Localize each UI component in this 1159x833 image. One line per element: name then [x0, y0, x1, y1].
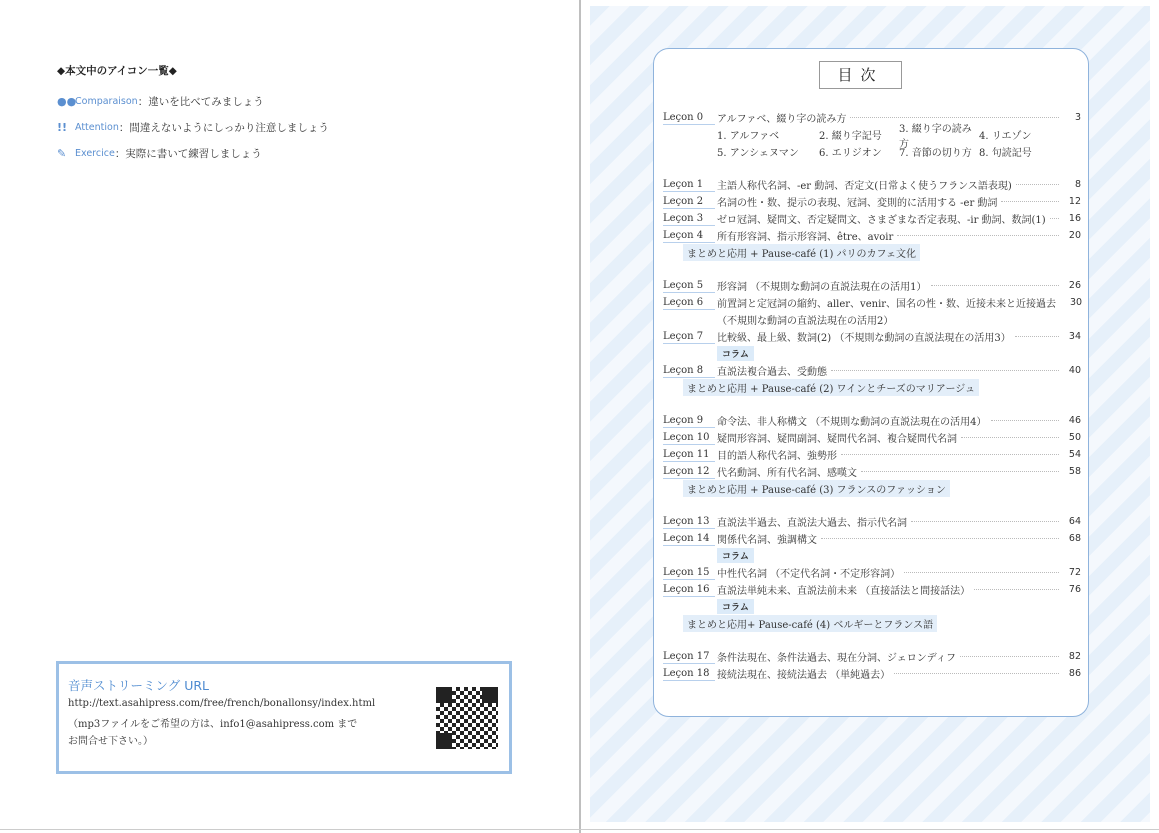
column-label: コラム [717, 346, 754, 361]
lesson-number: Leçon 8 [663, 364, 715, 378]
leader-dots [911, 521, 1059, 522]
audio-streaming-box [56, 661, 512, 774]
icon-legend-item [57, 114, 329, 140]
icon-label: Comparaison [75, 95, 138, 107]
lesson-title: 所有形容詞、指示形容詞、être、avoir [717, 228, 897, 243]
audio-note: お問合せ下さい。） [68, 736, 153, 747]
toc-entry[interactable] [663, 581, 1081, 598]
page-number: 46 [1068, 415, 1081, 426]
page-number: 34 [1068, 331, 1081, 342]
toc-entry[interactable] [663, 513, 1081, 530]
subtopic: 2. 綴り字記号 [819, 131, 882, 142]
toc-title: 目次 [819, 61, 902, 89]
subtopic: 4. リエゾン [979, 131, 1032, 142]
lesson-number: Leçon 6 [663, 296, 715, 310]
toc-entry[interactable] [663, 463, 1081, 480]
pause-cafe-title: まとめと応用 + Pause-café (1) パリのカフェ文化 [683, 244, 920, 261]
toc-column-entry[interactable] [663, 598, 1081, 615]
subtopic: 5. アンシェヌマン [717, 148, 799, 159]
leader-dots [1015, 336, 1059, 337]
toc-entry[interactable] [663, 665, 1081, 682]
leader-dots [931, 285, 1059, 286]
lesson-number: Leçon 0 [663, 111, 715, 125]
lesson-title: 関係代名詞、強調構文 [717, 531, 821, 546]
lesson-title: 中性代名詞 （不定代名詞・不定形容詞） [717, 565, 904, 580]
lesson-number: Leçon 14 [663, 532, 715, 546]
column-label: コラム [717, 548, 754, 563]
page-number: 64 [1068, 516, 1081, 527]
toc-entry[interactable] [663, 328, 1081, 345]
lesson-number: Leçon 18 [663, 667, 715, 681]
leader-dots [904, 572, 1059, 573]
exclamation-icon: !! [57, 121, 68, 134]
page-number: 3 [1074, 112, 1081, 123]
page-number: 54 [1068, 449, 1081, 460]
audio-note: （mp3ファイルをご希望の方は、info1@asahipress.com まで [68, 719, 358, 730]
toc-entry[interactable] [663, 564, 1081, 581]
lesson-number: Leçon 3 [663, 212, 715, 226]
toc-entry[interactable] [663, 648, 1081, 665]
lesson-number: Leçon 11 [663, 448, 715, 462]
lesson-number: Leçon 16 [663, 583, 715, 597]
page-number: 82 [1068, 651, 1081, 662]
toc-entry[interactable] [663, 530, 1081, 547]
icon-legend-item [57, 140, 329, 166]
toc-column-entry[interactable] [663, 547, 1081, 564]
lesson-title: 目的語人称代名詞、強勢形 [717, 447, 841, 462]
column-label: コラム [717, 599, 754, 614]
toc-entry[interactable] [663, 294, 1081, 311]
icon-description: ：間違えないようにしっかり注意しましょう [118, 121, 329, 134]
lesson-title: 形容詞 （不規則な動詞の直説法現在の活用1） [717, 278, 931, 293]
lesson-number: Leçon 7 [663, 330, 715, 344]
leader-dots [1016, 184, 1059, 185]
page-divider [579, 0, 581, 833]
lesson-title: 接続法現在、接続法過去 （単純過去） [717, 666, 894, 681]
lesson-title: 直説法単純未来、直説法前未来 （直接話法と間接話法） [717, 582, 974, 597]
pause-cafe-title: まとめと応用+ Pause-café (4) ベルギーとフランス語 [683, 615, 937, 632]
toc-entry-continuation [663, 311, 1081, 328]
page-number: 40 [1068, 365, 1081, 376]
lesson-title: 比較級、最上級、数詞(2) （不規則な動詞の直説法現在の活用3） [717, 329, 1015, 344]
leader-dots [1050, 218, 1059, 219]
leader-dots [821, 538, 1059, 539]
subtopic: 6. エリジオン [819, 148, 882, 159]
lesson-number: Leçon 10 [663, 431, 715, 445]
subtopic: 1. アルファベ [717, 131, 780, 142]
toc-pause-cafe-entry[interactable] [663, 615, 1081, 632]
page-bottom-edge [0, 829, 1159, 830]
page-number: 72 [1068, 567, 1081, 578]
icon-description: ：違いを比べてみましょう [137, 95, 264, 108]
toc-entry[interactable] [663, 176, 1081, 193]
pencil-icon: ✎ [57, 147, 67, 160]
toc-pause-cafe-entry[interactable] [663, 480, 1081, 497]
lesson-title: 名詞の性・数、提示の表現、冠詞、変則的に活用する -er 動詞 [717, 194, 1001, 209]
toc-rows [663, 109, 1081, 682]
icon-legend-item [57, 88, 329, 114]
table-of-contents [653, 48, 1089, 717]
leader-dots [960, 656, 1059, 657]
audio-title: 音声ストリーミング URL [68, 678, 210, 693]
lesson-title: 直説法半過去、直説法大過去、指示代名詞 [717, 514, 911, 529]
subtopic: 8. 句読記号 [979, 148, 1032, 159]
page-number: 86 [1068, 668, 1081, 679]
toc-entry[interactable] [663, 227, 1081, 244]
toc-entry[interactable] [663, 210, 1081, 227]
page-number: 30 [1069, 297, 1083, 308]
lesson-number: Leçon 12 [663, 465, 715, 479]
lesson-title-continued: （不規則な動詞の直説法現在の活用2） [717, 316, 894, 327]
lesson-number: Leçon 15 [663, 566, 715, 580]
icon-legend-heading: ◆本文中のアイコン一覧◆ [57, 65, 177, 77]
lesson-number: Leçon 4 [663, 229, 715, 243]
toc-subtopics [663, 143, 1081, 160]
leader-dots [991, 420, 1059, 421]
toc-entry[interactable] [663, 362, 1081, 379]
toc-entry[interactable] [663, 429, 1081, 446]
lesson-number: Leçon 13 [663, 515, 715, 529]
lesson-title: アルファベ、綴り字の読み方 [717, 110, 850, 125]
lesson-title: 主語人称代名詞、-er 動詞、否定文(日常よく使うフランス語表現) [717, 177, 1016, 192]
pause-cafe-title: まとめと応用 + Pause-café (2) ワインとチーズのマリアージュ [683, 379, 979, 396]
leader-dots [850, 117, 1059, 118]
lesson-title: 直説法複合過去、受動態 [717, 363, 831, 378]
page-number: 8 [1074, 179, 1081, 190]
leader-dots [974, 589, 1059, 590]
page-number: 16 [1068, 213, 1081, 224]
page-number: 68 [1068, 533, 1081, 544]
page-number: 76 [1068, 584, 1081, 595]
icon-description: ：実際に書いて練習しましょう [114, 147, 262, 160]
icon-legend [57, 63, 329, 166]
lesson-title: 前置詞と定冠詞の縮約、aller、venir、国名の性・数、近接未来と近接過去 [717, 295, 1060, 310]
leader-dots [897, 235, 1059, 236]
page-number: 26 [1068, 280, 1081, 291]
toc-entry[interactable] [663, 446, 1081, 463]
lesson-number: Leçon 17 [663, 650, 715, 664]
page-number: 58 [1068, 466, 1081, 477]
toc-entry[interactable] [663, 277, 1081, 294]
toc-entry[interactable] [663, 109, 1081, 126]
page-number: 12 [1068, 196, 1081, 207]
toc-entry[interactable] [663, 412, 1081, 429]
page-number: 50 [1068, 432, 1081, 443]
lesson-title: 条件法現在、条件法過去、現在分詞、ジェロンディフ [717, 649, 960, 664]
leader-dots [1001, 201, 1059, 202]
pause-cafe-title: まとめと応用 + Pause-café (3) フランスのファッション [683, 480, 950, 497]
toc-column-entry[interactable] [663, 345, 1081, 362]
subtopic: 7. 音節の切り方 [899, 148, 972, 159]
lesson-number: Leçon 1 [663, 178, 715, 192]
lesson-title: ゼロ冠詞、疑問文、否定疑問文、さまざまな否定表現、-ir 動詞、数詞(1) [717, 211, 1050, 226]
leader-dots [841, 454, 1059, 455]
page-number: 20 [1068, 230, 1081, 241]
leader-dots [861, 471, 1059, 472]
subtopic: 3. 綴り字の読み方 [899, 123, 972, 150]
leader-dots [831, 370, 1059, 371]
leader-dots [961, 437, 1059, 438]
toc-entry[interactable] [663, 193, 1081, 210]
icon-label: Attention [75, 121, 119, 133]
footprints-icon: ●● [57, 95, 77, 108]
lesson-number: Leçon 2 [663, 195, 715, 209]
toc-pause-cafe-entry[interactable] [663, 244, 1081, 261]
lesson-title: 代名動詞、所有代名詞、感嘆文 [717, 464, 861, 479]
audio-url-link[interactable]: http://text.asahipress.com/free/french/bonallonsy/index.html [68, 698, 376, 709]
lesson-title: 疑問形容詞、疑問副詞、疑問代名詞、複合疑問代名詞 [717, 430, 961, 445]
lesson-number: Leçon 9 [663, 414, 715, 428]
lesson-number: Leçon 5 [663, 279, 715, 293]
leader-dots [894, 673, 1059, 674]
toc-subtopics [663, 123, 1081, 150]
lesson-title: 命令法、非人称構文 （不規則な動詞の直説法現在の活用4） [717, 413, 991, 428]
icon-label: Exercice [75, 147, 115, 159]
qr-code[interactable] [436, 687, 498, 749]
toc-pause-cafe-entry[interactable] [663, 379, 1081, 396]
